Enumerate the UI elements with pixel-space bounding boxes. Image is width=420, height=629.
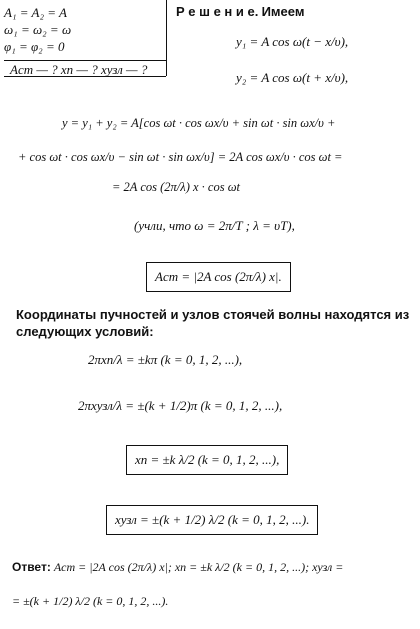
given-line-2: ω₁ = ω₂ = ω <box>4 22 72 37</box>
answer-line-2: = ±(k + 1/2) λ/2 (k = 0, 1, 2, ...). <box>12 594 169 608</box>
equation-sum-line-2: + cos ωt · cos ωx/υ − sin ωt · sin ωx/υ] = 2A cos ωx/υ · cos ωt = <box>18 150 343 164</box>
conditions-paragraph: Координаты пучностей и узлов стоячей волны находятся из следующих условий: <box>16 307 410 339</box>
solution-header <box>176 4 304 20</box>
answer-label: Ответ: <box>12 560 51 574</box>
answer-text-1: Aст = |2A cos (2π/λ) x|; xп = ±k λ/2 (k = 0, 1, 2, ...); xузл = <box>53 560 344 574</box>
node-result: xузл = ±(k + 1/2) λ/2 (k = 0, 1, 2, ...). <box>115 512 310 527</box>
given-divider-vertical <box>166 0 167 76</box>
amplitude-formula: Aст = |2A cos (2π/λ) x|. <box>155 269 282 284</box>
equation-y2: y₂ = A cos ω(t + x/υ), <box>236 70 349 85</box>
equation-sum-line-3: = 2A cos (2π/λ) x · cos ωt <box>112 180 240 194</box>
solution-intro: Имеем <box>261 4 305 19</box>
antinode-result-box <box>126 445 288 475</box>
amplitude-box <box>146 262 291 292</box>
equation-sum-line-1: y = y₁ + y₂ = A[cos ωt · cos ωx/υ + sin ωt · sin ωx/υ + <box>62 116 336 130</box>
equation-y1: y₁ = A cos ω(t − x/υ), <box>236 34 349 49</box>
antinode-result: xп = ±k λ/2 (k = 0, 1, 2, ...), <box>135 452 280 467</box>
antinode-condition: 2πxп/λ = ±kπ (k = 0, 1, 2, ...), <box>88 352 243 367</box>
find-line: Aст — ? xп — ? xузл — ? <box>10 62 148 77</box>
given-block <box>4 4 164 55</box>
solution-label: Р е ш е н и е. <box>176 4 259 19</box>
answer-line-1 <box>12 560 343 575</box>
given-line-3: φ₁ = φ₂ = 0 <box>4 39 65 54</box>
given-divider-horizontal <box>4 60 166 61</box>
equation-note: (учли, что ω = 2π/T ; λ = υT), <box>134 218 295 233</box>
node-result-box <box>106 505 318 535</box>
given-line-1: A₁ = A₂ = A <box>4 5 67 20</box>
node-condition: 2πxузл/λ = ±(k + 1/2)π (k = 0, 1, 2, ...), <box>78 398 283 413</box>
